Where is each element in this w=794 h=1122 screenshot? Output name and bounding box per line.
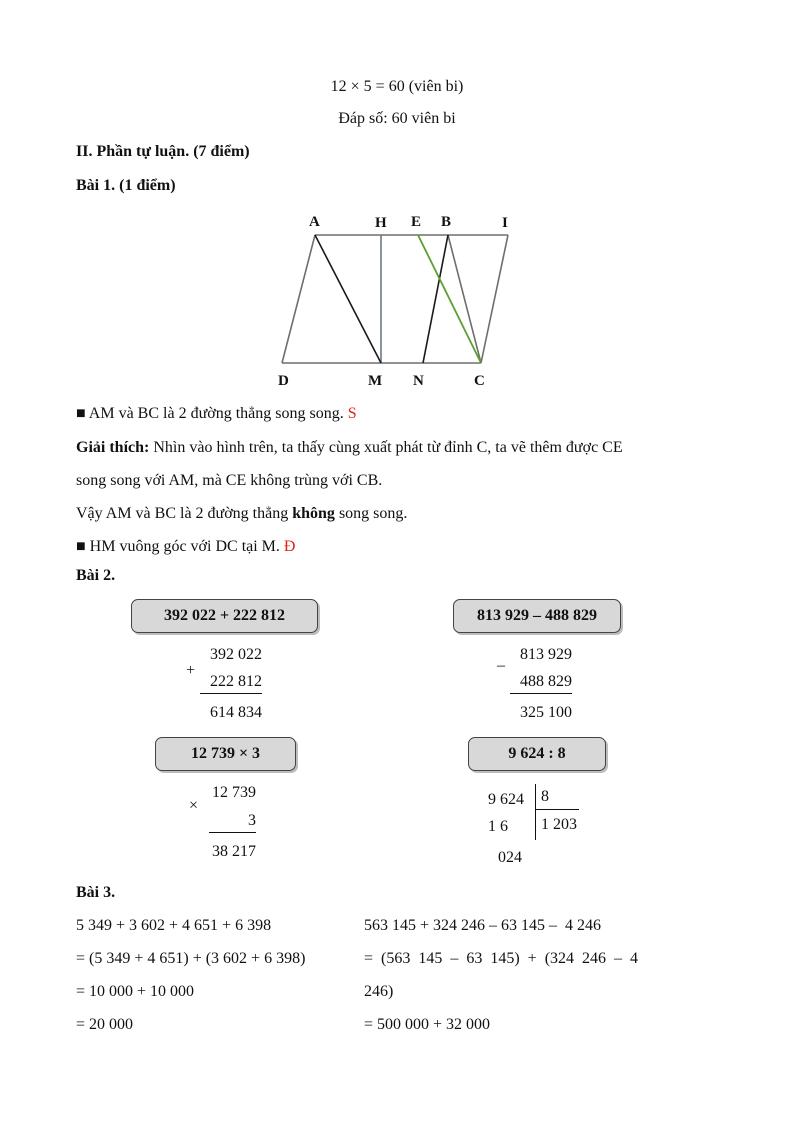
bai2-heading: Bài 2. — [76, 567, 116, 584]
bai1-heading: Bài 1. (1 điểm) — [76, 177, 176, 194]
minus-sign: – — [497, 657, 505, 674]
explain-text-3b: song song. — [338, 505, 408, 522]
answer-line: Đáp số: 60 viên bi — [338, 110, 456, 127]
bai3-right-line-4: = 500 000 + 32 000 — [364, 1016, 491, 1033]
explain-text-1: Nhìn vào hình trên, ta thấy cùng xuất phát từ đỉnh C, ta vẽ thêm được CE — [153, 439, 623, 456]
division-title-box: 9 624 : 8 — [468, 737, 606, 771]
bai3-left-line-4: = 20 000 — [76, 1016, 134, 1033]
statement-1 — [76, 405, 357, 423]
section-heading: II. Phần tự luận. (7 điểm) — [76, 143, 250, 160]
bullet-icon: ■ — [76, 538, 86, 555]
label-m: M — [368, 373, 383, 389]
label-i: I — [502, 215, 508, 231]
statement-1-mark: S — [347, 405, 357, 422]
segment-ad — [282, 235, 315, 363]
div-horizontal-rule — [535, 809, 579, 810]
mul-operand-a: 12 739 — [212, 784, 256, 801]
label-c: C — [474, 373, 485, 389]
subtraction-title-box: 813 929 – 488 829 — [453, 599, 621, 633]
div-dividend: 9 624 — [488, 791, 524, 808]
explain-text-3a: Vậy AM và BC là 2 đường thẳng — [76, 505, 289, 522]
calc-line: 12 × 5 = 60 (viên bi) — [330, 78, 464, 95]
addition-title-box: 392 022 + 222 812 — [131, 599, 318, 633]
sub-operand-a: 813 929 — [520, 646, 572, 663]
explain-label: Giải thích: — [76, 439, 150, 456]
add-operand-a: 392 022 — [210, 646, 262, 663]
mul-result: 38 217 — [212, 843, 256, 860]
label-n: N — [413, 373, 424, 389]
geometry-figure — [270, 205, 530, 390]
segment-bc — [448, 235, 481, 363]
bai3-left-line-3: = 10 000 + 10 000 — [76, 983, 195, 1000]
bai3-left-line-1: 5 349 + 3 602 + 4 651 + 6 398 — [76, 917, 272, 934]
label-e: E — [411, 214, 422, 230]
label-b: B — [441, 214, 452, 230]
div-quotient: 1 203 — [541, 816, 577, 833]
explain-text-3-bold: không — [292, 505, 335, 522]
sub-result: 325 100 — [520, 704, 572, 721]
add-result: 614 834 — [210, 704, 262, 721]
bai3-right-line-3: 246) — [364, 983, 394, 1000]
mul-operand-b: 3 — [209, 812, 256, 833]
div-step-2: 024 — [498, 849, 522, 866]
explain-line-3 — [76, 505, 407, 523]
label-h: H — [375, 215, 387, 231]
statement-1-text: AM và BC là 2 đường thẳng song song. — [88, 405, 344, 422]
sub-operand-b: 488 829 — [510, 673, 572, 694]
div-step-1: 1 6 — [488, 818, 508, 835]
explain-text-2: song song với AM, mà CE không trùng với CB. — [76, 472, 383, 489]
bullet-icon: ■ — [76, 405, 86, 422]
bai3-heading: Bài 3. — [76, 884, 116, 901]
div-vertical-rule — [535, 784, 536, 840]
times-sign: × — [189, 797, 199, 814]
bai3-right-line-1: 563 145 + 324 246 – 63 145 – 4 246 — [364, 917, 602, 934]
explain-line-1 — [76, 439, 623, 457]
bai3-right-line-2: = (563 145 – 63 145) + (324 246 – 4 — [364, 950, 639, 967]
statement-2-text: HM vuông góc với DC tại M. — [89, 538, 280, 555]
statement-2-mark: Đ — [283, 538, 296, 555]
label-a: A — [309, 214, 320, 230]
label-d: D — [278, 373, 289, 389]
multiplication-title-box: 12 739 × 3 — [155, 737, 296, 771]
add-operand-b: 222 812 — [200, 673, 262, 694]
segment-ic — [481, 235, 508, 363]
div-divisor: 8 — [541, 788, 549, 805]
plus-sign: + — [186, 662, 196, 679]
statement-2 — [76, 538, 295, 556]
bai3-left-line-2: = (5 349 + 4 651) + (3 602 + 6 398) — [76, 950, 306, 967]
segment-am — [315, 235, 381, 363]
